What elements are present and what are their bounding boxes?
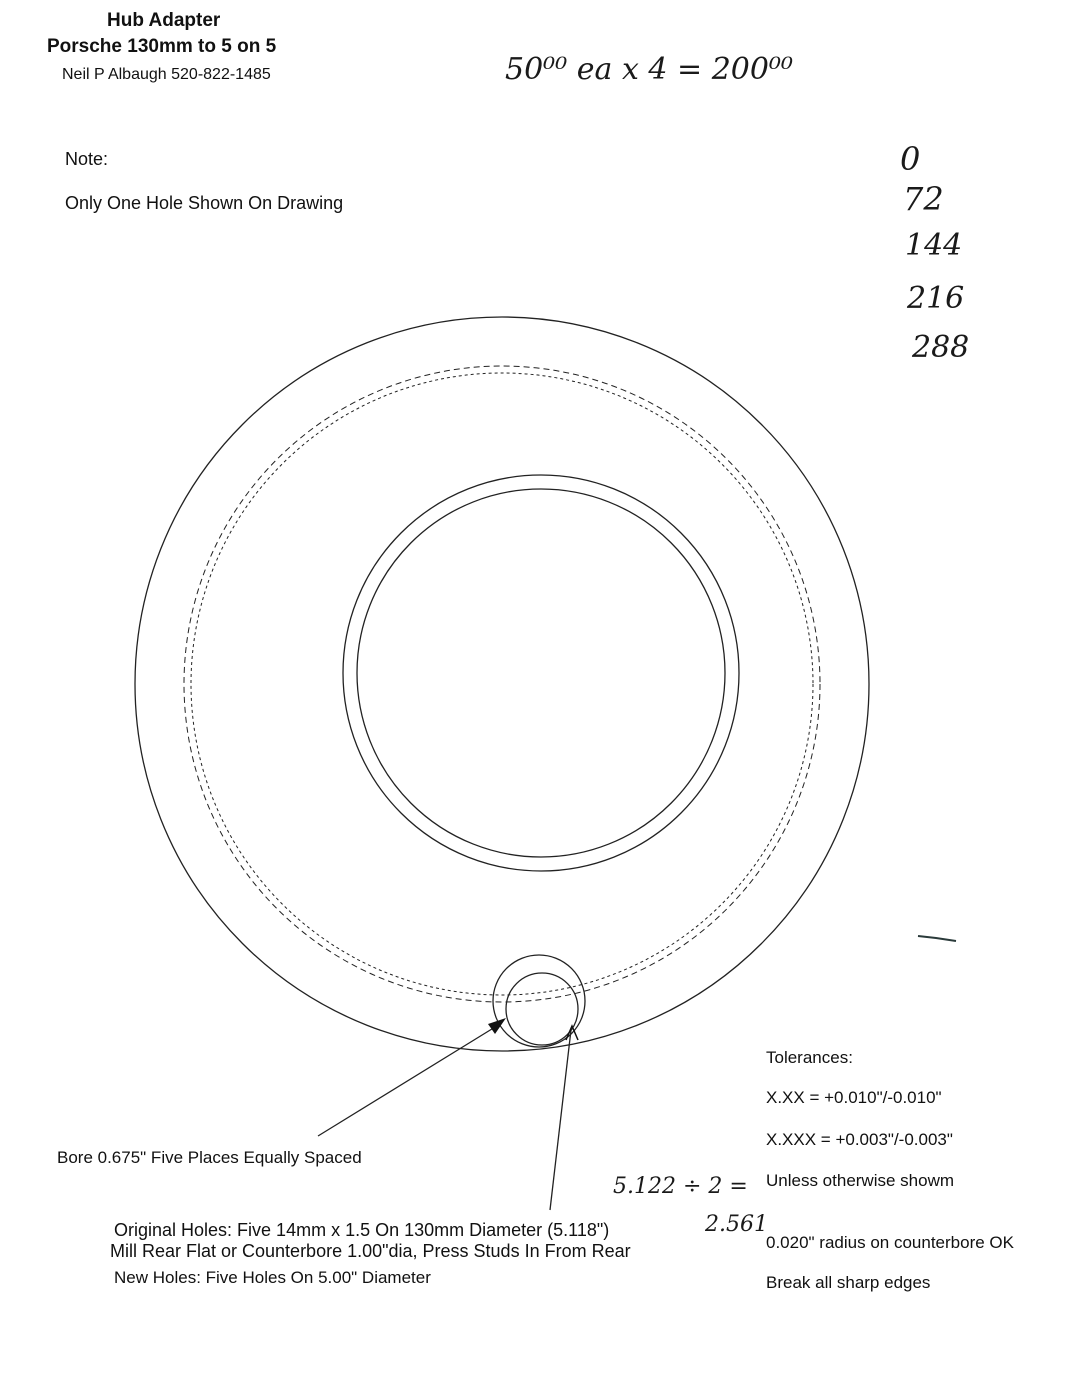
- mill-rear-callout: Mill Rear Flat or Counterbore 1.00"dia, Press Studs In From Rear: [110, 1241, 631, 1261]
- author-line: Neil P Albaugh 520-822-1485: [62, 66, 271, 83]
- drawing-subtitle: Porsche 130mm to 5 on 5: [47, 36, 277, 57]
- counterbore-radius-note: 0.020" radius on counterbore OK: [766, 1233, 1014, 1252]
- tolerance-xxx: X.XXX = +0.003"/-0.003": [766, 1130, 953, 1149]
- sharp-edges-note: Break all sharp edges: [766, 1273, 931, 1292]
- pen-mark: [918, 936, 956, 941]
- note-heading: Note:: [65, 149, 109, 169]
- handwritten-bolt-calc: 5.122 ÷ 2 =: [613, 1174, 748, 1199]
- stud-hole-circle: [506, 973, 578, 1045]
- note-text: Only One Hole Shown On Drawing: [65, 193, 344, 213]
- handwritten-angle-144: 144: [905, 228, 963, 263]
- handwritten-angle-288: 288: [912, 330, 970, 365]
- new-holes-callout: New Holes: Five Holes On 5.00" Diameter: [114, 1268, 431, 1287]
- outer-flange-circle: [135, 317, 869, 1051]
- original-holes-callout: Original Holes: Five 14mm x 1.5 On 130mm Diameter (5.118"): [114, 1220, 610, 1240]
- handwritten-angle-72: 72: [903, 180, 944, 218]
- tolerances-heading: Tolerances:: [766, 1048, 853, 1067]
- handwritten-bolt-result: 2.561: [705, 1212, 768, 1237]
- drawing-title: Hub Adapter: [107, 10, 221, 31]
- handwritten-angle-216: 216: [907, 281, 965, 316]
- bore-callout: Bore 0.675" Five Places Equally Spaced: [57, 1148, 362, 1167]
- tolerance-xx: X.XX = +0.010"/-0.010": [766, 1088, 942, 1107]
- holes-leader-line: [550, 1030, 571, 1210]
- center-bore-inner-circle: [357, 489, 725, 857]
- handwritten-angle-0: 0: [900, 140, 921, 178]
- center-bore-outer-circle: [343, 475, 739, 871]
- tolerance-unless: Unless otherwise showm: [766, 1171, 955, 1190]
- bolt-circle-inner-dashed: [191, 373, 813, 995]
- bore-leader-line: [318, 1024, 500, 1136]
- handwritten-calc: 50⁰⁰ ea x 4 = 200⁰⁰: [505, 52, 794, 87]
